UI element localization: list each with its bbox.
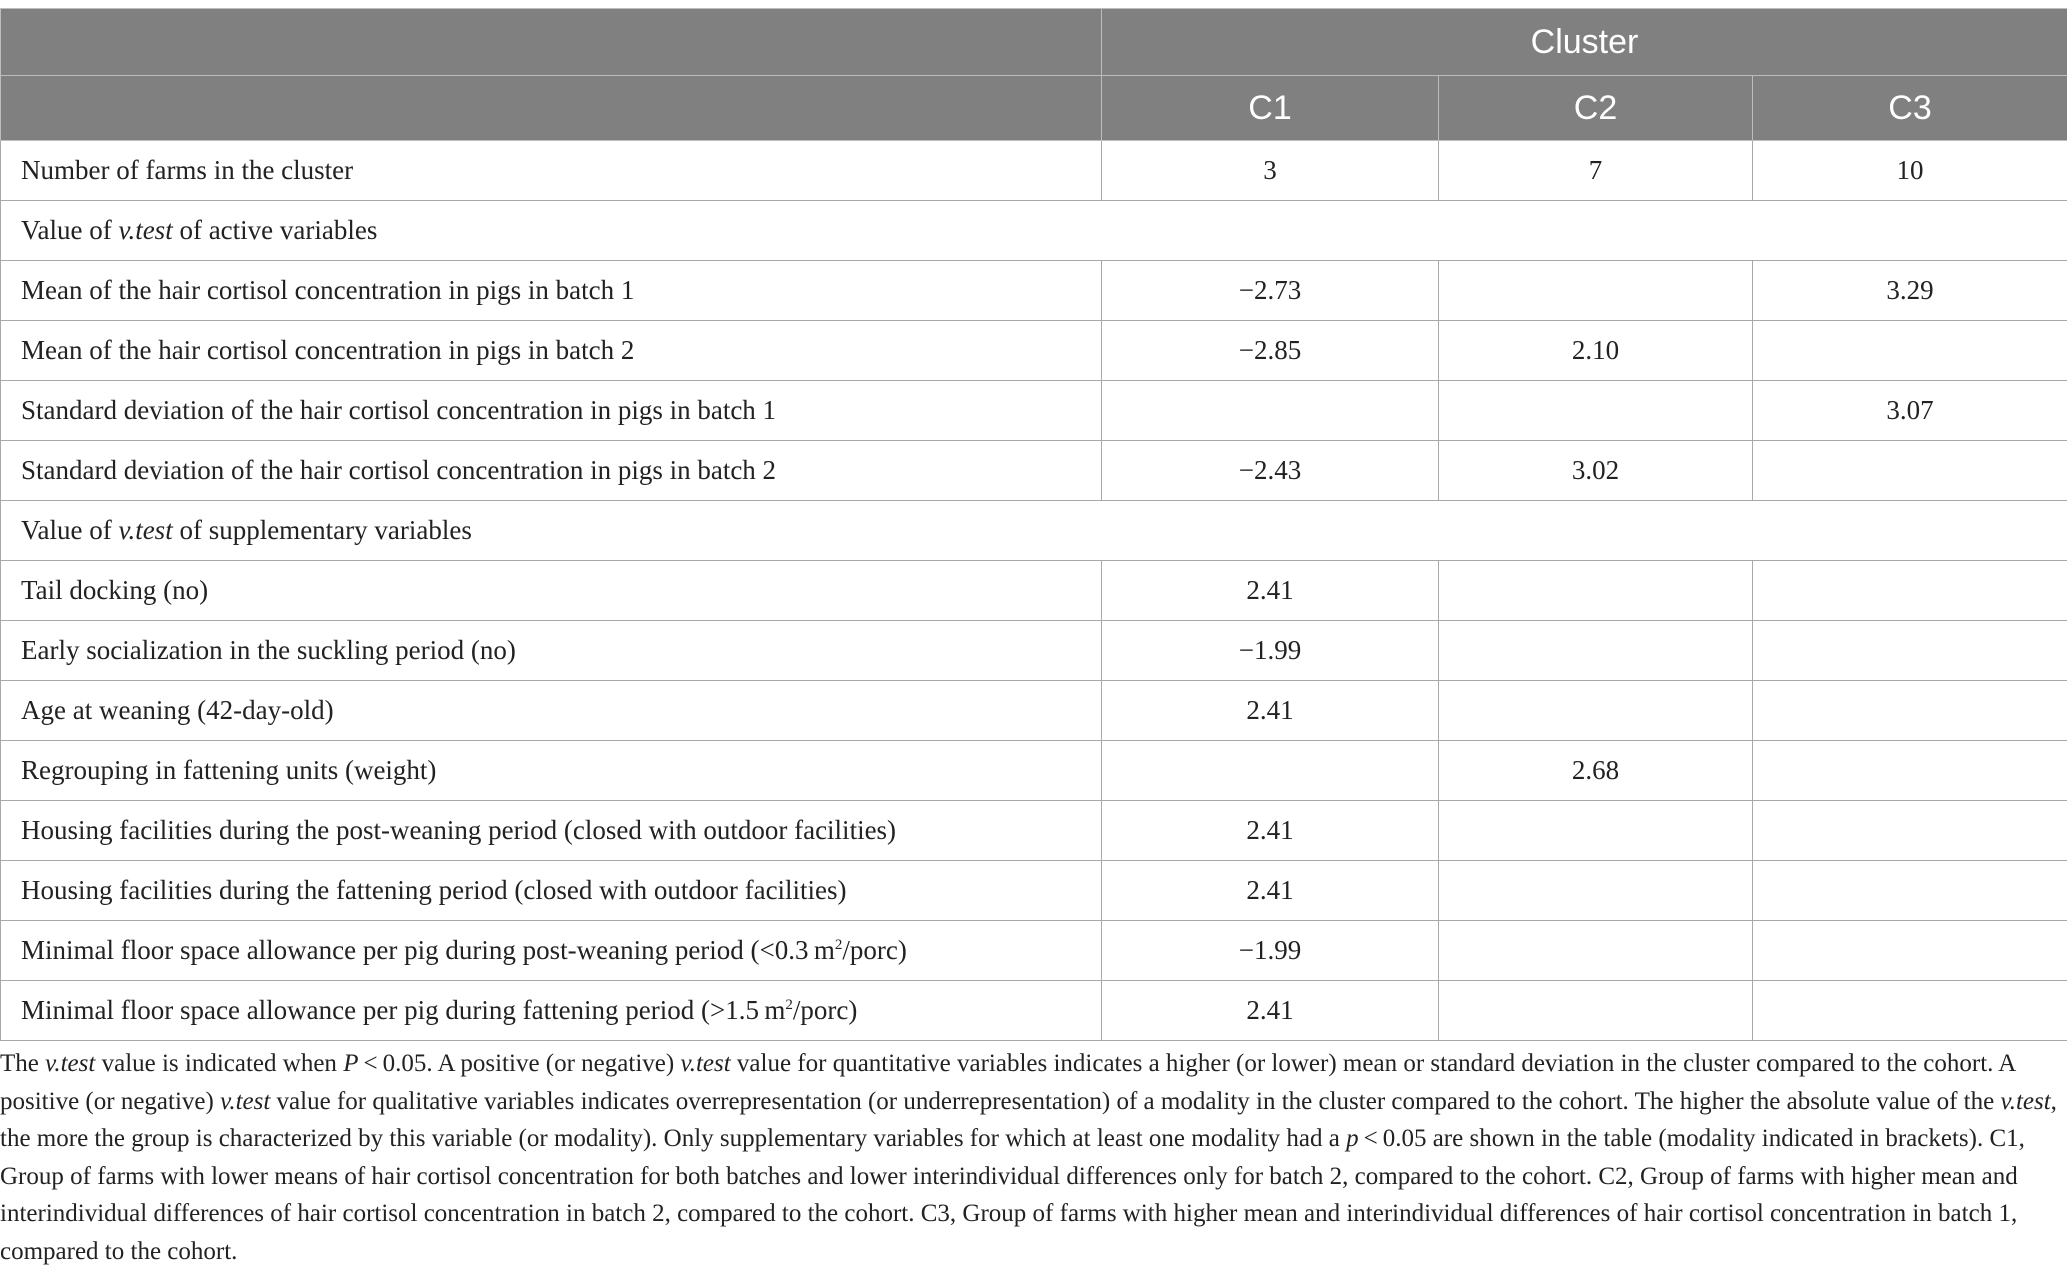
cell-c2 bbox=[1439, 621, 1753, 681]
cell-c2 bbox=[1439, 261, 1753, 321]
row-label: Regrouping in fattening units (weight) bbox=[1, 741, 1102, 801]
row-label-superscript: 2 bbox=[834, 937, 843, 953]
cluster-vtest-table bbox=[0, 8, 2067, 1041]
header-row-group bbox=[1, 9, 2067, 76]
cell-c1: −1.99 bbox=[1102, 921, 1439, 981]
cell-c3 bbox=[1753, 921, 2067, 981]
cell-c1: −2.73 bbox=[1102, 261, 1439, 321]
footnote-text: value for qualitative variables indicates overrepresentation (or underrepresentation) of a modality in the cluster compared to the cohort. The higher the absolute value of the bbox=[270, 1087, 2001, 1115]
row-label: Early socialization in the suckling period (no) bbox=[1, 621, 1102, 681]
footnote-text: value is indicated when bbox=[95, 1050, 344, 1077]
results-table-container bbox=[0, 8, 2067, 1041]
cell-c2: 2.10 bbox=[1439, 321, 1753, 381]
cell-c3: 3.29 bbox=[1753, 261, 2067, 321]
section-row-supplementary bbox=[1, 501, 2067, 561]
cell-c2 bbox=[1439, 681, 1753, 741]
cell-c3 bbox=[1753, 441, 2067, 501]
header-corner-cell bbox=[1, 76, 1102, 141]
table-row bbox=[1, 921, 2067, 981]
footnote-text: < 0.05. A positive (or negative) bbox=[358, 1050, 681, 1077]
table-row bbox=[1, 741, 2067, 801]
section-row-active bbox=[1, 201, 2067, 261]
cell-c2: 3.02 bbox=[1439, 441, 1753, 501]
row-label-text-end: /porc) bbox=[792, 995, 858, 1025]
cell-c2 bbox=[1439, 861, 1753, 921]
cell-c1 bbox=[1102, 381, 1439, 441]
row-label-text: Minimal floor space allowance per pig during post-weaning period (<0.3 m bbox=[21, 935, 835, 965]
cell-c1 bbox=[1102, 741, 1439, 801]
cell-c3 bbox=[1753, 561, 2067, 621]
footnote-text: < 0.05 are shown in the table (modality indicated in brackets). C1, Group of farms with lower means of hair cortisol concentration for both batches and lower interindividual differences only for batch 2, compared to the cohort. C2, Group of farms with higher mean and interindividual differences of hair cortisol concentration in batch 2, compared to the cohort. C3, Group of farms with higher mean and interindividual differences of hair cortisol concentration in batch 1, compared to the cohort. bbox=[0, 1125, 2025, 1265]
footnote-em: v.test bbox=[680, 1050, 731, 1077]
cell-c3 bbox=[1753, 321, 2067, 381]
cell-c1: 2.41 bbox=[1102, 681, 1439, 741]
cell-c1: 2.41 bbox=[1102, 861, 1439, 921]
cell-c2: 7 bbox=[1439, 141, 1753, 201]
cell-c2 bbox=[1439, 801, 1753, 861]
footnote-text: The bbox=[0, 1050, 46, 1077]
row-label: Age at weaning (42-day-old) bbox=[1, 681, 1102, 741]
table-row bbox=[1, 561, 2067, 621]
cell-c3 bbox=[1753, 981, 2067, 1041]
cell-c2 bbox=[1439, 921, 1753, 981]
cell-c2 bbox=[1439, 381, 1753, 441]
cell-c3 bbox=[1753, 741, 2067, 801]
table-row bbox=[1, 801, 2067, 861]
footnote-em: v.test bbox=[45, 1050, 96, 1077]
table-row bbox=[1, 321, 2067, 381]
section-text-pre: Value of bbox=[21, 215, 119, 245]
footnote-em: P bbox=[343, 1050, 359, 1077]
header-corner-cell bbox=[1, 9, 1102, 76]
row-label bbox=[1, 921, 1102, 981]
cell-c3 bbox=[1753, 801, 2067, 861]
cell-c3: 3.07 bbox=[1753, 381, 2067, 441]
row-label: Mean of the hair cortisol concentration in pigs in batch 1 bbox=[1, 261, 1102, 321]
column-header-c1: C1 bbox=[1102, 76, 1439, 141]
cluster-group-header: Cluster bbox=[1102, 9, 2067, 76]
section-label-supplementary bbox=[1, 501, 2067, 561]
section-text-em: v.test bbox=[118, 215, 173, 245]
table-row bbox=[1, 621, 2067, 681]
row-label: Mean of the hair cortisol concentration in pigs in batch 2 bbox=[1, 321, 1102, 381]
cell-c2 bbox=[1439, 981, 1753, 1041]
footnote-em: v.test bbox=[2000, 1087, 2051, 1115]
row-label: Housing facilities during the fattening period (closed with outdoor facilities) bbox=[1, 861, 1102, 921]
table-footnote bbox=[0, 1045, 2060, 1270]
footnote-text: value for quantitative variables indicates a higher (or lower) mean or standard deviation in the cluster compared to the cohort. A positive (or negative) bbox=[0, 1050, 2015, 1115]
table-row bbox=[1, 981, 2067, 1041]
table-row bbox=[1, 261, 2067, 321]
cell-c1: −1.99 bbox=[1102, 621, 1439, 681]
row-label: Standard deviation of the hair cortisol concentration in pigs in batch 1 bbox=[1, 381, 1102, 441]
row-label: Number of farms in the cluster bbox=[1, 141, 1102, 201]
cell-c1: 2.41 bbox=[1102, 801, 1439, 861]
cell-c1: −2.85 bbox=[1102, 321, 1439, 381]
section-text-post: of supplementary variables bbox=[172, 515, 472, 545]
row-label-text-end: /porc) bbox=[842, 935, 907, 965]
table-row bbox=[1, 141, 2067, 201]
section-text-em: v.test bbox=[118, 515, 173, 545]
cell-c3 bbox=[1753, 621, 2067, 681]
row-label: Housing facilities during the post-weaning period (closed with outdoor facilities) bbox=[1, 801, 1102, 861]
row-label-superscript: 2 bbox=[785, 997, 793, 1013]
footnote-em: p bbox=[1346, 1125, 1359, 1152]
row-label: Standard deviation of the hair cortisol concentration in pigs in batch 2 bbox=[1, 441, 1102, 501]
cell-c1: −2.43 bbox=[1102, 441, 1439, 501]
cell-c3 bbox=[1753, 861, 2067, 921]
section-text-post: of active variables bbox=[172, 215, 378, 245]
table-row bbox=[1, 681, 2067, 741]
cell-c3 bbox=[1753, 681, 2067, 741]
table-row bbox=[1, 861, 2067, 921]
section-label-active bbox=[1, 201, 2067, 261]
cell-c2 bbox=[1439, 561, 1753, 621]
cell-c2: 2.68 bbox=[1439, 741, 1753, 801]
row-label bbox=[1, 981, 1102, 1041]
column-header-c2: C2 bbox=[1439, 76, 1753, 141]
section-text-pre: Value of bbox=[21, 515, 119, 545]
table-row bbox=[1, 441, 2067, 501]
cell-c1: 2.41 bbox=[1102, 561, 1439, 621]
cell-c1: 2.41 bbox=[1102, 981, 1439, 1041]
row-label-text: Minimal floor space allowance per pig during fattening period (>1.5 m bbox=[21, 995, 786, 1025]
header-row-columns bbox=[1, 76, 2067, 141]
cell-c3: 10 bbox=[1753, 141, 2067, 201]
row-label: Tail docking (no) bbox=[1, 561, 1102, 621]
cell-c1: 3 bbox=[1102, 141, 1439, 201]
footnote-em: v.test bbox=[220, 1087, 271, 1115]
column-header-c3: C3 bbox=[1753, 76, 2067, 141]
table-row bbox=[1, 381, 2067, 441]
footnote-text: , the more the group is characterized by this variable (or modality). Only supplementary variables for which at least one modality had a bbox=[0, 1087, 2057, 1152]
